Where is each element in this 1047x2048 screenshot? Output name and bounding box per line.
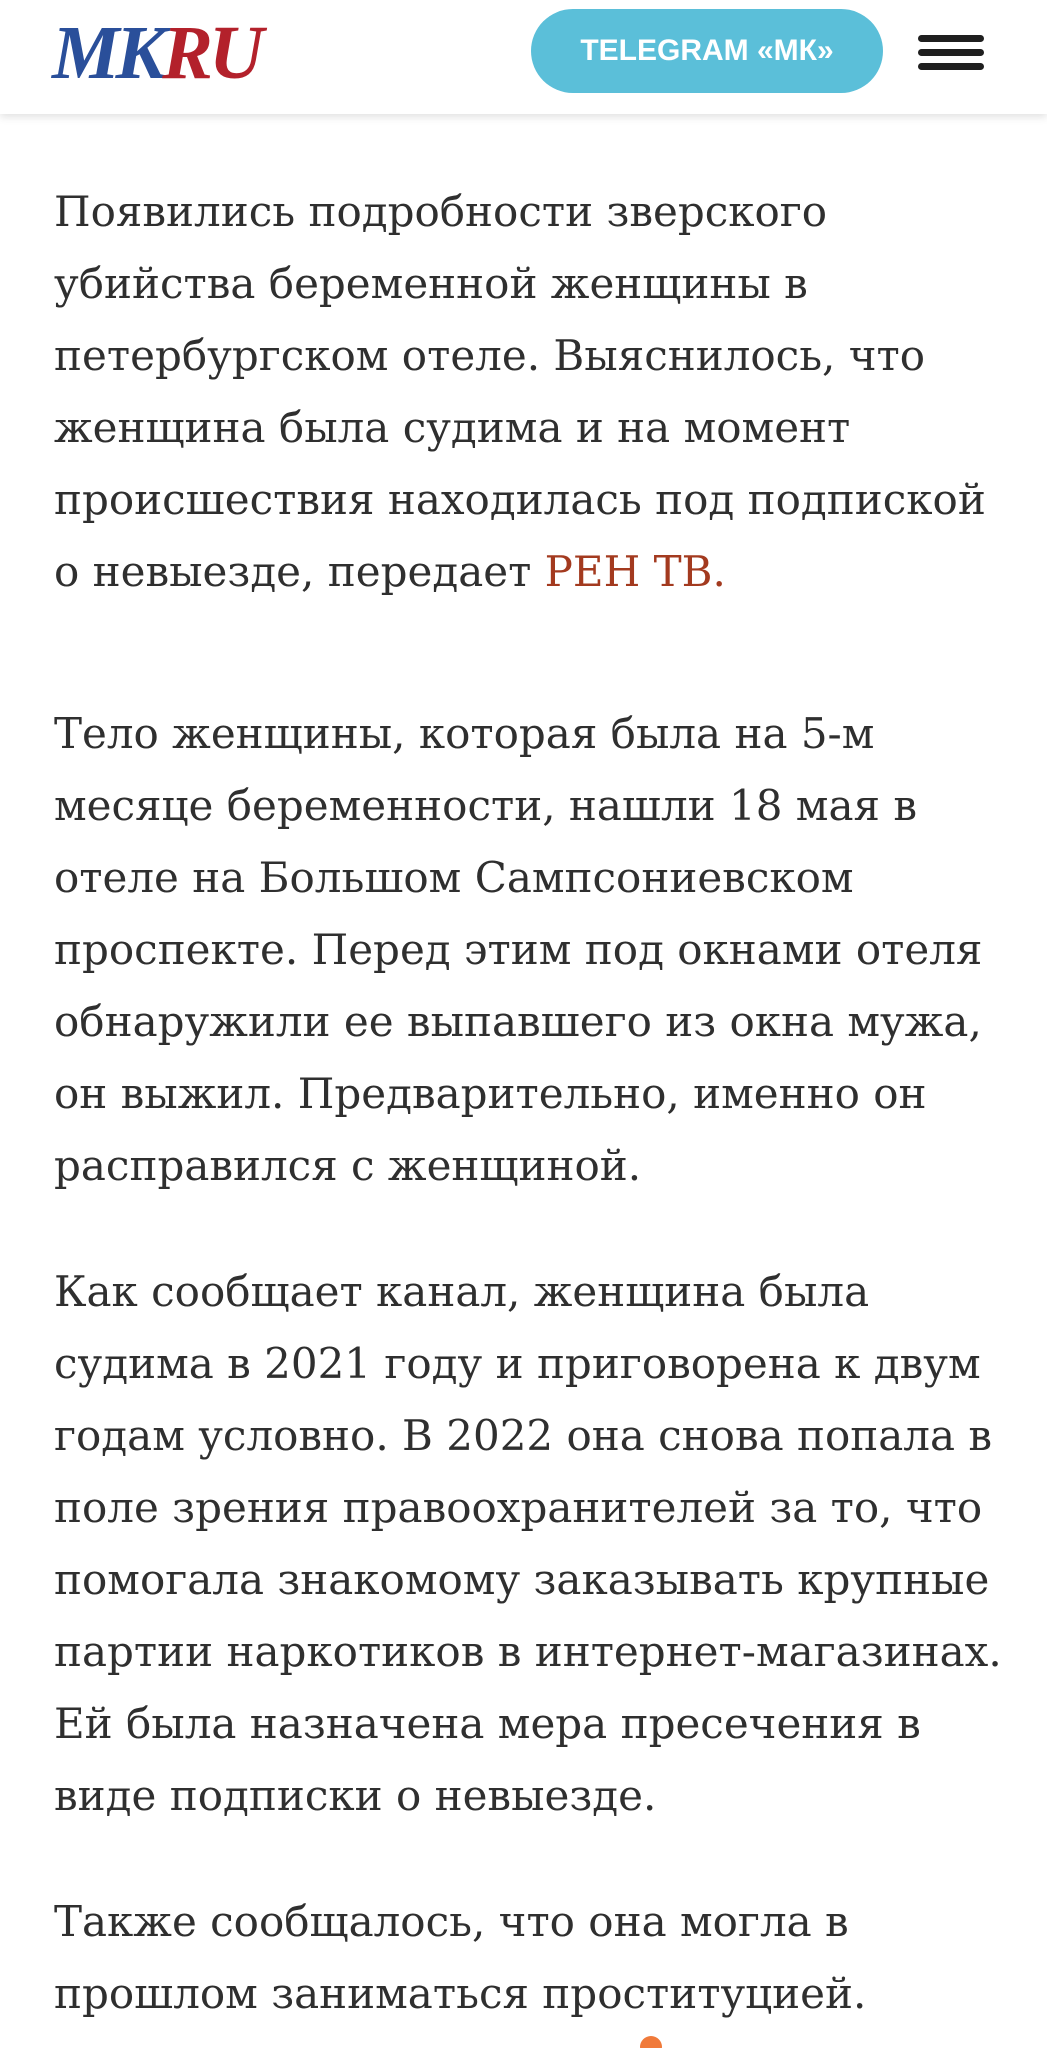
menu-bar — [918, 35, 984, 42]
logo-mk: MK — [52, 11, 163, 95]
menu-bar — [918, 63, 984, 70]
article-paragraph-2: Тело женщины, которая была на 5-м месяце беременности, нашли 18 мая в отеле на Большом Сампсониевском проспекте. Перед этим под окнами отеля обнаружили ее выпавшего из окна мужа, он выжил. Предварительно, именно он расправился с женщиной. — [54, 709, 983, 1190]
menu-bar — [918, 49, 984, 56]
site-header — [0, 0, 1047, 114]
loading-dot-icon — [640, 2036, 662, 2048]
telegram-button[interactable]: TELEGRAM «МК» — [531, 9, 883, 93]
article-paragraph-4: Также сообщалось, что она могла в прошлом заниматься проституцией. — [54, 1897, 867, 2018]
site-logo[interactable] — [52, 8, 260, 98]
hamburger-menu-icon[interactable] — [918, 35, 984, 71]
article-paragraph-3: Как сообщает канал, женщина была судима в 2021 году и приговорена к двум годам условно. В 2022 она снова попала в поле зрения правоохранителей за то, что помогала знакомому заказывать крупные партии наркотиков в интернет-магазинах. Ей была назначена мера пресечения в виде подписки о невыезде. — [54, 1267, 1002, 1820]
article-body — [54, 176, 1014, 2030]
logo-ru: RU — [162, 11, 260, 95]
source-link-ren-tv[interactable]: РЕН ТВ. — [544, 547, 726, 596]
paragraph-text: Появились подробности зверского убийства беременной женщины в петербургском отеле. Выяснилось, что женщина была судима и на момент происшествия находилась под подпиской о невыезде, передает — [54, 187, 986, 596]
article-paragraph-1 — [54, 176, 1014, 608]
